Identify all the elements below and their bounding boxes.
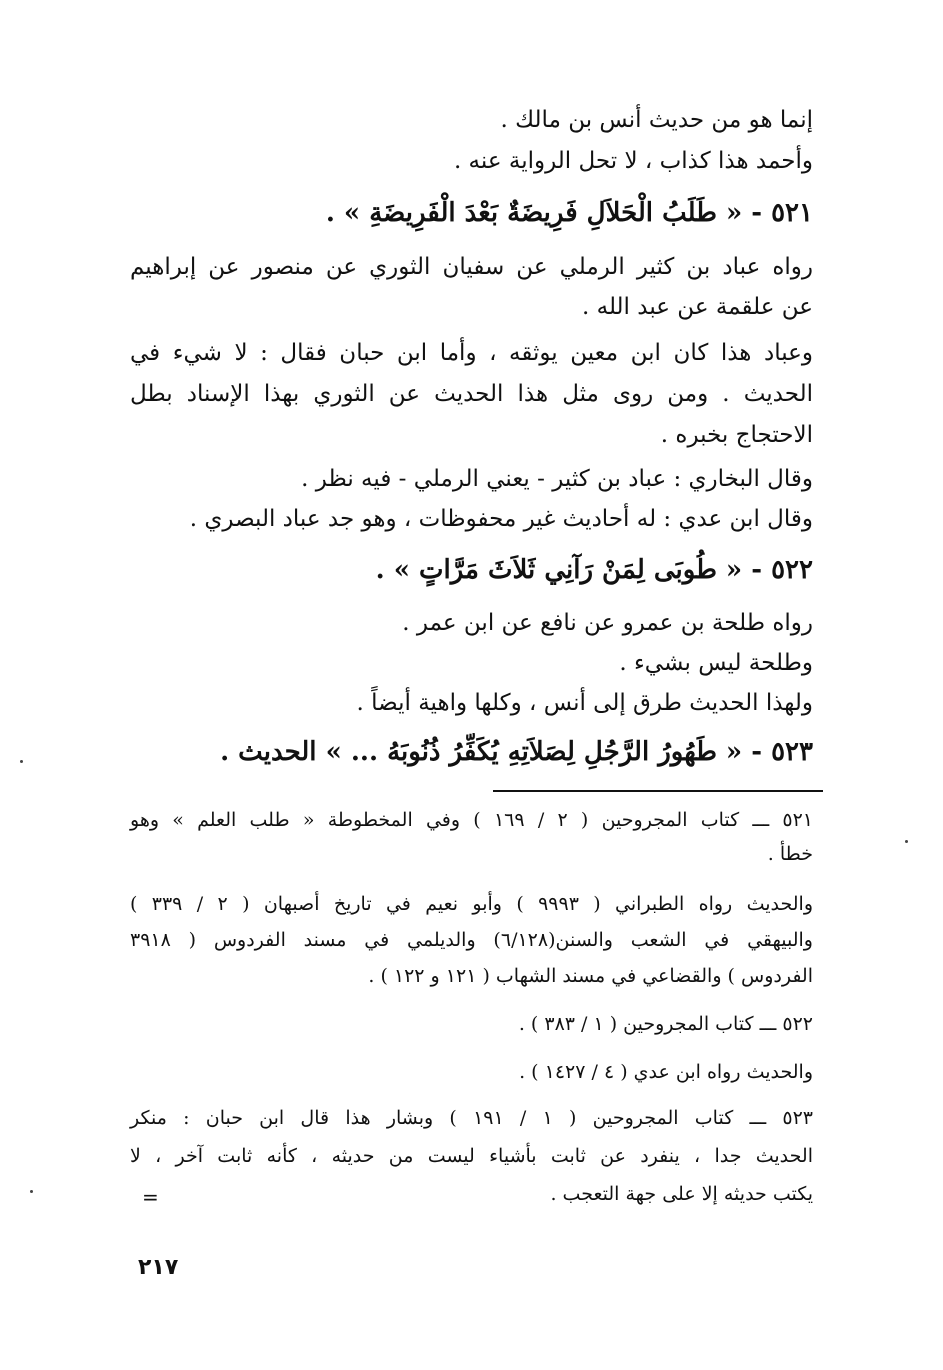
- footnote-line: ٥٢٢ ـــ كتاب المجروحين ( ١ / ٣٨٣ ) .: [518, 1013, 813, 1035]
- body-line: رواه طلحة بن عمرو عن نافع عن ابن عمر .: [402, 610, 813, 636]
- body-line: إنما هو من حديث أنس بن مالك .: [500, 107, 813, 133]
- scan-speck: [905, 840, 908, 843]
- body-line: وقال البخاري : عباد بن كثير - يعني الرملي - فيه نظر .: [301, 466, 813, 492]
- footnote-line: الحديث جدا ، ينفرد عن ثابت بأشياء ليست من حديثه ، كأنه ثابت آخر ، لا: [130, 1145, 813, 1167]
- footnote-line: والحديث رواه الطبراني ( ٩٩٩٣ ) وأبو نعيم في تاريخ أصبهان ( ٢ / ٣٣٩ ): [130, 893, 814, 915]
- footnote-line: يكتب حديثه إلا على جهة التعجب .: [550, 1183, 813, 1205]
- body-line: ولهذا الحديث طرق إلى أنس ، وكلها واهية أيضاً .: [356, 690, 813, 716]
- hadith-521-heading: ٥٢١ - « طَلَبُ الْحَلاَلِ فَرِيضَةٌ بَعْدَ الْفَرِيضَةِ » .: [325, 198, 813, 228]
- scan-speck: [30, 1190, 33, 1193]
- footnote-line: ٥٢١ ـــ كتاب المجروحين ( ٢ / ١٦٩ ) وفي المخطوطة « طلب العلم » وهو: [130, 809, 813, 831]
- body-line: الحديث . ومن روى مثل هذا الحديث عن الثوري بهذا الإسناد بطل: [130, 381, 813, 407]
- body-line: وعباد هذا كان ابن معين يوثقه ، وأما ابن حبان فقال : لا شيء في: [130, 340, 813, 366]
- body-line: الاحتجاج بخبره .: [660, 422, 813, 448]
- body-line: رواه عباد بن كثير الرملي عن سفيان الثوري عن منصور عن إبراهيم: [130, 254, 813, 280]
- scan-speck: [20, 760, 23, 763]
- body-line: وأحمد هذا كذاب ، لا تحل الرواية عنه .: [453, 148, 813, 174]
- body-line: وقال ابن عدي : له أحاديث غير محفوظات ، وهو جد عباد البصري .: [189, 506, 813, 532]
- hadith-523-heading: ٥٢٣ - « طَهُورُ الرَّجُلِ لِصَلاَتِهِ يُكَفِّرُ ذُنُوبَهُ ... » الحديث .: [220, 737, 813, 767]
- body-line: عن علقمة عن عبد الله .: [581, 294, 813, 320]
- footnote-line: الفردوس ) والقضاعي في مسند الشهاب ( ١٢١ و ١٢٢ ) .: [368, 965, 813, 987]
- body-line: وطلحة ليس بشيء .: [619, 650, 813, 676]
- continuation-mark: =: [142, 1185, 159, 1209]
- footnote-line: خطأ .: [767, 843, 813, 865]
- footnote-line: ٥٢٣ ـــ كتاب المجروحين ( ١ / ١٩١ ) وبشار هذا قال ابن حبان : منكر: [130, 1107, 814, 1129]
- hadith-522-heading: ٥٢٢ - « طُوبَى لِمَنْ رَآنِي ثَلاَثَ مَرَّاتٍ » .: [375, 555, 813, 585]
- page-number: ٢١٧: [138, 1255, 179, 1280]
- footnote-line: والبيهقي في الشعب والسنن(٦/١٢٨) والديلمي في مسند الفردوس ( ٣٩١٨: [130, 929, 813, 951]
- footnote-separator: [493, 790, 823, 792]
- footnote-line: والحديث رواه ابن عدي ( ٤ / ١٤٢٧ ) .: [519, 1061, 813, 1083]
